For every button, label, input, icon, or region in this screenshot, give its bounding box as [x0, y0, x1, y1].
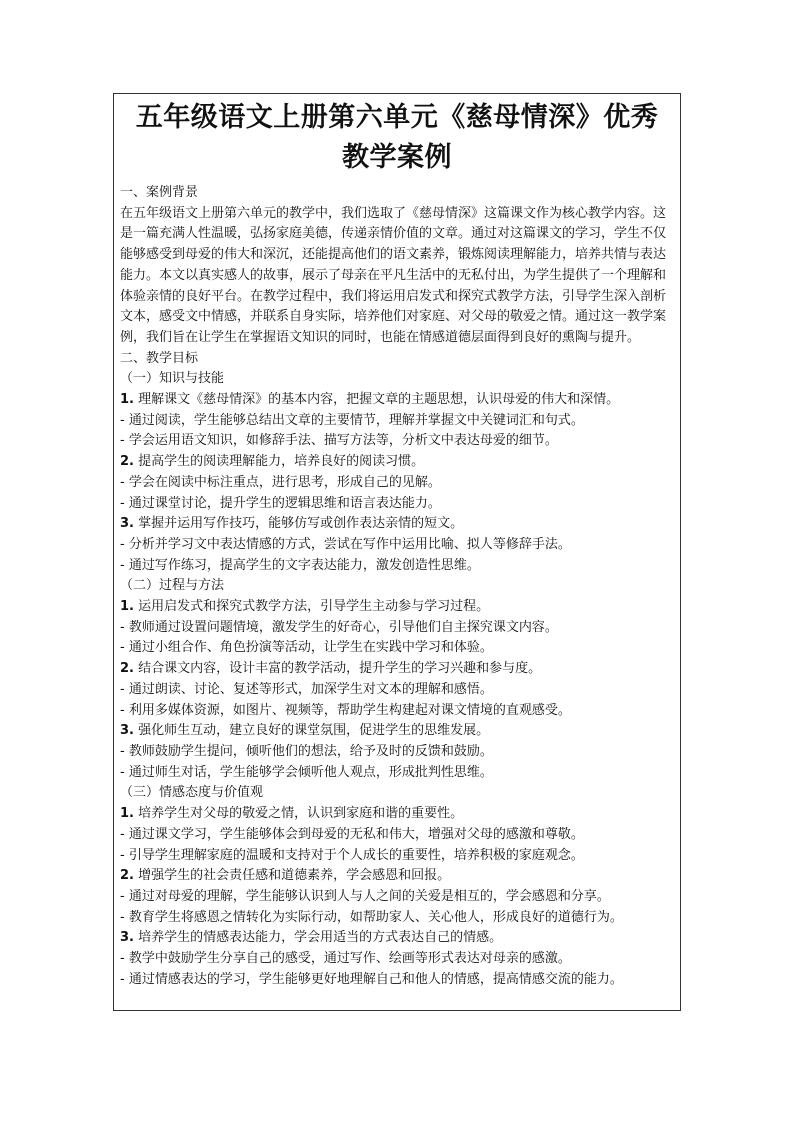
objective-text: - 通过小组合作、角色扮演等活动，让学生在实践中学习和体验。: [120, 640, 493, 656]
objective-line: [120, 742, 674, 763]
objective-number: 2.: [120, 661, 134, 677]
objective-text: 培养学生的情感表达能力，学会用适当的方式表达自己的情感。: [138, 930, 503, 946]
objective-text: - 教学中鼓励学生分享自己的感受，通过写作、绘画等形式表达对母亲的感激。: [120, 951, 571, 967]
objective-text: - 通过课文学习，学生能够体会到母爱的无私和伟大，增强对父母的感激和尊敬。: [120, 826, 584, 842]
objective-line: [120, 804, 674, 825]
objective-text: 强化师生互动，建立良好的课堂氛围，促进学生的思维发展。: [138, 723, 490, 739]
objective-line: [120, 866, 674, 887]
section-heading-objectives: 二、教学目标: [120, 350, 199, 366]
objective-number: 3.: [120, 723, 134, 739]
objective-text: - 引导学生理解家庭的温暖和支持对于个人成长的重要性，培养积极的家庭观念。: [120, 847, 584, 863]
document-frame: [113, 93, 681, 1011]
title-line-2: 教学案例: [342, 142, 452, 173]
objective-text: - 通过师生对话，学生能够学会倾听他人观点，形成批判性思维。: [120, 764, 493, 780]
objective-line: [120, 701, 674, 722]
objective-line: [120, 928, 674, 949]
objective-text: - 通过朗读、讨论、复述等形式，加深学生对文本的理解和感悟。: [120, 681, 493, 697]
objective-line: [120, 763, 674, 784]
objective-line: [120, 908, 674, 929]
objective-text: （三）情感态度与价值观: [120, 785, 264, 801]
objective-line: [120, 535, 674, 556]
objective-line: [120, 390, 674, 411]
objective-text: - 学会运用语文知识，如修辞手法、描写方法等，分析文中表达母爱的细节。: [120, 433, 558, 449]
objective-text: 结合课文内容，设计丰富的教学活动，提升学生的学习兴趣和参与度。: [138, 661, 542, 677]
objective-line: [120, 411, 674, 432]
objective-line: [120, 949, 674, 970]
objective-text: - 利用多媒体资源，如图片、视频等，帮助学生构建起对课文情境的直观感受。: [120, 702, 571, 718]
objective-line: [120, 638, 674, 659]
objective-text: （一）知识与技能: [120, 371, 225, 387]
objective-text: - 教育学生将感恩之情转化为实际行动，如帮助家人、关心他人，形成良好的道德行为。: [120, 909, 623, 925]
objective-text: - 学会在阅读中标注重点，进行思考，形成自己的见解。: [120, 474, 441, 490]
objective-text: - 通过对母爱的理解，学生能够认识到人与人之间的关爱是相互的，学会感恩和分享。: [120, 888, 610, 904]
objective-text: - 教师鼓励学生提问，倾听他们的想法，给予及时的反馈和鼓励。: [120, 743, 493, 759]
background-paragraph: 在五年级语文上册第六单元的教学中，我们选取了《慈母情深》这篇课文作为核心教学内容。这是一篇充满人性温暖，弘扬家庭美德，传递亲情价值的文章。通过对这篇课文的学习，学生不仅能够感受到母爱的伟大和深沉，还能提高他们的语文素养，锻炼阅读理解能力，培养共情与表达能力。本文以真实感人的故事，展示了母亲在平凡生活中的无私付出，为学生提供了一个理解和体验亲情的良好平台。在教学过程中，我们将运用启发式和探究式教学方法，引导学生深入剖析文本，感受文中情感，并联系自身实际，培养他们对家庭、对父母的敬爱之情。通过这一教学案例，我们旨在让学生在掌握语文知识的同时，也能在情感道德层面得到良好的熏陶与提升。: [120, 205, 667, 345]
objective-text: - 通过阅读，学生能够总结出文章的主要情节，理解并掌握文中关键词汇和句式。: [120, 412, 584, 428]
objective-text: 增强学生的社会责任感和道德素养，学会感恩和回报。: [138, 868, 451, 884]
objective-text: - 通过情感表达的学习，学生能够更好地理解自己和他人的情感，提高情感交流的能力。: [120, 971, 623, 987]
objective-line: [120, 514, 674, 535]
objectives-list: [120, 369, 674, 990]
objective-number: 1.: [120, 599, 134, 615]
objective-line: [120, 659, 674, 680]
objective-text: 掌握并运用写作技巧，能够仿写或创作表达亲情的短文。: [138, 516, 464, 532]
objective-text: 培养学生对父母的敬爱之情，认识到家庭和谐的重要性。: [138, 806, 464, 822]
objective-text: 运用启发式和探究式教学方法，引导学生主动参与学习过程。: [138, 599, 490, 615]
objective-number: 2.: [120, 454, 134, 470]
objective-text: - 通过课堂讨论，提升学生的逻辑思维和语言表达能力。: [120, 495, 441, 511]
objective-line: [120, 887, 674, 908]
objective-line: [120, 597, 674, 618]
objective-line: [120, 494, 674, 515]
objective-line: [120, 783, 674, 804]
objective-number: 3.: [120, 516, 134, 532]
objective-line: [120, 721, 674, 742]
title-line-1: 五年级语文上册第六单元《慈母情深》优秀: [135, 102, 659, 133]
objective-text: - 分析并学习文中表达情感的方式，尝试在写作中运用比喻、拟人等修辞手法。: [120, 536, 571, 552]
objective-number: 3.: [120, 930, 134, 946]
objective-line: [120, 431, 674, 452]
objective-line: [120, 618, 674, 639]
objective-line: [120, 452, 674, 473]
document-title: [120, 98, 674, 178]
objective-line: [120, 576, 674, 597]
objective-line: [120, 846, 674, 867]
objective-text: （二）过程与方法: [120, 578, 225, 594]
objective-text: - 通过写作练习，提高学生的文字表达能力，激发创造性思维。: [120, 557, 480, 573]
objective-number: 1.: [120, 806, 134, 822]
section-heading-background: 一、案例背景: [120, 185, 199, 200]
objective-line: [120, 473, 674, 494]
objective-line: [120, 556, 674, 577]
objective-line: [120, 369, 674, 390]
objective-number: 2.: [120, 868, 134, 884]
objective-line: [120, 970, 674, 991]
objective-line: [120, 825, 674, 846]
objective-text: 提高学生的阅读理解能力，培养良好的阅读习惯。: [138, 454, 425, 470]
objective-text: - 教师通过设置问题情境，激发学生的好奇心，引导他们自主探究课文内容。: [120, 619, 558, 635]
objective-text: 理解课文《慈母情深》的基本内容，把握文章的主题思想，认识母爱的伟大和深情。: [138, 392, 620, 408]
objective-number: 1.: [120, 392, 134, 408]
objective-line: [120, 680, 674, 701]
